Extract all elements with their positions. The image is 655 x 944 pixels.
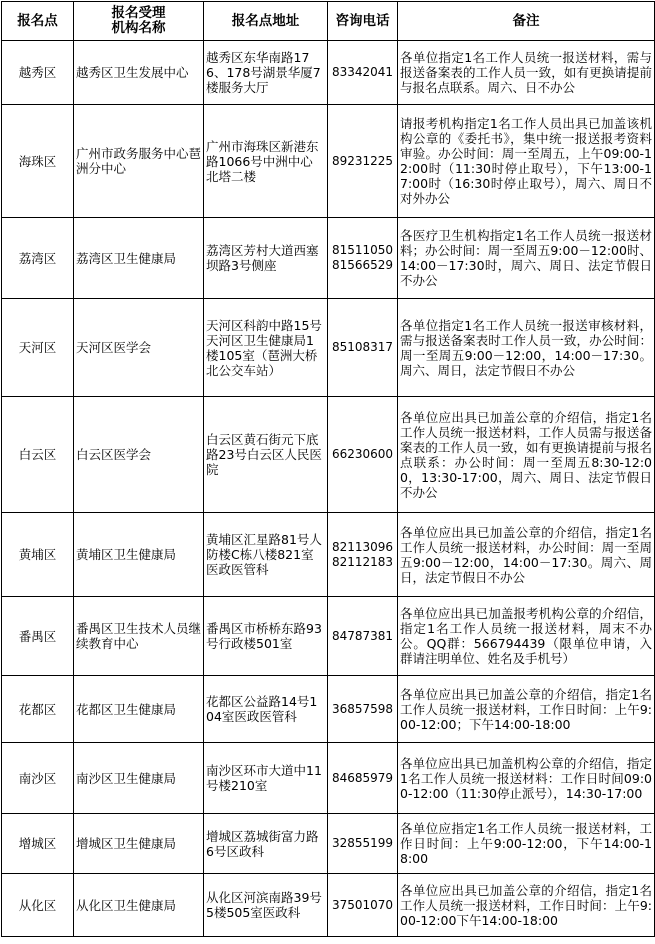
district-cell: 花都区: [2, 676, 74, 743]
address-cell: 番禺区市桥桥东路93号行政楼501室: [204, 597, 328, 676]
address-cell: 从化区河滨南路39号5楼505室医政科: [204, 874, 328, 937]
address-cell: 越秀区东华南路176、178号湖景华厦7楼服务大厅: [204, 41, 328, 105]
district-cell: 白云区: [2, 397, 74, 513]
table-row: [2, 397, 655, 513]
phone-number: 37501070: [331, 897, 394, 912]
address-cell: 荔湾区芳村大道西塞坝路3号侧座: [204, 218, 328, 299]
agency-cell: 白云区医学会: [74, 397, 204, 513]
address-cell: 花都区公益路14号104室医政医管科: [204, 676, 328, 743]
agency-cell: 番禺区卫生技术人员继续教育中心: [74, 597, 204, 676]
note-cell: 各单位应出具已加盖机构公章的介绍信，指定1名工作人员统一报送材料：工作日时间09:00-12:00（11:30停止派号），14:30-17:00: [398, 743, 655, 814]
phone-cell: [328, 218, 398, 299]
phone-number: 81511050: [331, 243, 394, 257]
phone-cell: [328, 299, 398, 397]
phone-cell: [328, 814, 398, 874]
address-cell: 广州市海珠区新港东路1066号中洲中心北塔二楼: [204, 105, 328, 218]
table-row: [2, 299, 655, 397]
phone-number: 85108317: [331, 340, 394, 354]
district-cell: 天河区: [2, 299, 74, 397]
phone-number: 84685979: [331, 770, 394, 785]
phone-cell: [328, 676, 398, 743]
district-cell: 海珠区: [2, 105, 74, 218]
address-cell: 黄埔区汇星路81号人防楼C栋八楼821室医政医管科: [204, 513, 328, 597]
phone-number: 82112183: [331, 554, 394, 569]
header-agency-line2: 机构名称: [111, 20, 166, 36]
phone-number: 89231225: [331, 153, 394, 168]
note-cell: 各单位指定1名工作人员统一报送审核材料，需与报送备案表时工作人员一致，办公时间：周一至周五9:00－12:00，14:00－17:30。周六、周日，法定节假日不办公: [398, 299, 655, 397]
table-row: [2, 41, 655, 105]
district-cell: 越秀区: [2, 41, 74, 105]
phone-cell: [328, 874, 398, 937]
phone-number: 32855199: [331, 836, 394, 850]
address-cell: 南沙区环市大道中11号楼210室: [204, 743, 328, 814]
note-cell: 各医疗卫生机构指定1名工作人员统一报送材料；办公时间：周一至周五9:00－12:00时、14:00－17:30时，周六、周日、法定节假日不办公: [398, 218, 655, 299]
note-cell: 各单位应指定1名工作人员统一报送材料，工作日时间：上午9:00-12:00，下午14:00-18:00: [398, 814, 655, 874]
note-cell: 各单位应出具已加盖公章的介绍信，指定1名工作人员统一报送材料，办公时间：周一至周五9:00－12:00，14:00－17:30。周六、周日，法定节假日不办公: [398, 513, 655, 597]
table-row: [2, 218, 655, 299]
header-agency: [74, 2, 204, 41]
table-row: [2, 105, 655, 218]
phone-number: 66230600: [331, 447, 394, 461]
note-cell: 各单位应出具已加盖公章的介绍信，指定1名工作人员统一报送材料，工作人员需与报送备案表的工作人员一致，如有更换请提前与报名点联系：办公时间：周一至周五8:30-12:00，13:30-17:00，周六、周日、法定节假日不办公: [398, 397, 655, 513]
table-row: [2, 513, 655, 597]
registration-points-table: [1, 1, 655, 937]
agency-cell: 黄埔区卫生健康局: [74, 513, 204, 597]
table-row: [2, 814, 655, 874]
district-cell: 南沙区: [2, 743, 74, 814]
agency-cell: 增城区卫生健康局: [74, 814, 204, 874]
table-row: [2, 743, 655, 814]
note-cell: 各单位应出具已加盖报考机构公章的介绍信，指定1名工作人员统一报送材料，周末不办公。QQ群：566794439（限单位申请，入群请注明单位、姓名及手机号）: [398, 597, 655, 676]
agency-cell: 南沙区卫生健康局: [74, 743, 204, 814]
agency-cell: 从化区卫生健康局: [74, 874, 204, 937]
phone-number: 83342041: [331, 65, 394, 79]
phone-cell: [328, 41, 398, 105]
agency-cell: 花都区卫生健康局: [74, 676, 204, 743]
header-district: 报名点: [2, 2, 74, 41]
header-agency-line1: 报名受理: [111, 5, 166, 21]
agency-cell: 天河区医学会: [74, 299, 204, 397]
phone-cell: [328, 743, 398, 814]
phone-cell: [328, 105, 398, 218]
table-row: [2, 874, 655, 937]
note-cell: 各单位指定1名工作人员统一报送材料，需与报送备案表的工作人员一致，如有更换请提前与报名点联系。周六、日不办公: [398, 41, 655, 105]
phone-cell: [328, 513, 398, 597]
phone-number: 81566529: [331, 258, 394, 272]
phone-cell: [328, 597, 398, 676]
phone-number: 82113096: [331, 539, 394, 554]
address-cell: 白云区黄石街元下底路23号白云区人民医院: [204, 397, 328, 513]
phone-number: 36857598: [331, 701, 394, 716]
note-cell: 各单位应出具已加盖公章的介绍信，指定1名工作人员统一报送材料，工作日时间：上午9:00-12:00下午14:00-18:00: [398, 874, 655, 937]
agency-cell: 广州市政务服务中心琶洲分中心: [74, 105, 204, 218]
table-row: [2, 676, 655, 743]
agency-cell: 越秀区卫生发展中心: [74, 41, 204, 105]
district-cell: 番禺区: [2, 597, 74, 676]
header-address: 报名点地址: [204, 2, 328, 41]
address-cell: 增城区荔城街富力路6号区政科: [204, 814, 328, 874]
header-row: [2, 2, 655, 41]
header-note: 备注: [398, 2, 655, 41]
note-cell: 各单位应出具已加盖公章的介绍信，指定1名工作人员统一报送材料，工作日时间：上午9:00-12:00；下午14:00-18:00: [398, 676, 655, 743]
district-cell: 从化区: [2, 874, 74, 937]
address-cell: 天河区科韵中路15号天河区卫生健康局1楼105室（琶洲大桥北公交车站）: [204, 299, 328, 397]
table-row: [2, 597, 655, 676]
district-cell: 荔湾区: [2, 218, 74, 299]
note-cell: 请报考机构指定1名工作人员出具已加盖该机构公章的《委托书》，集中统一报送报考资料审验。办公时间：周一至周五，上午09:00-12:00时（11:30时停止取号），下午13:00-17:00时（16:30时停止取号），周六、周日不对外办公: [398, 105, 655, 218]
phone-cell: [328, 397, 398, 513]
header-phone: 咨询电话: [328, 2, 398, 41]
district-cell: 黄埔区: [2, 513, 74, 597]
phone-number: 84787381: [331, 628, 394, 643]
agency-cell: 荔湾区卫生健康局: [74, 218, 204, 299]
district-cell: 增城区: [2, 814, 74, 874]
